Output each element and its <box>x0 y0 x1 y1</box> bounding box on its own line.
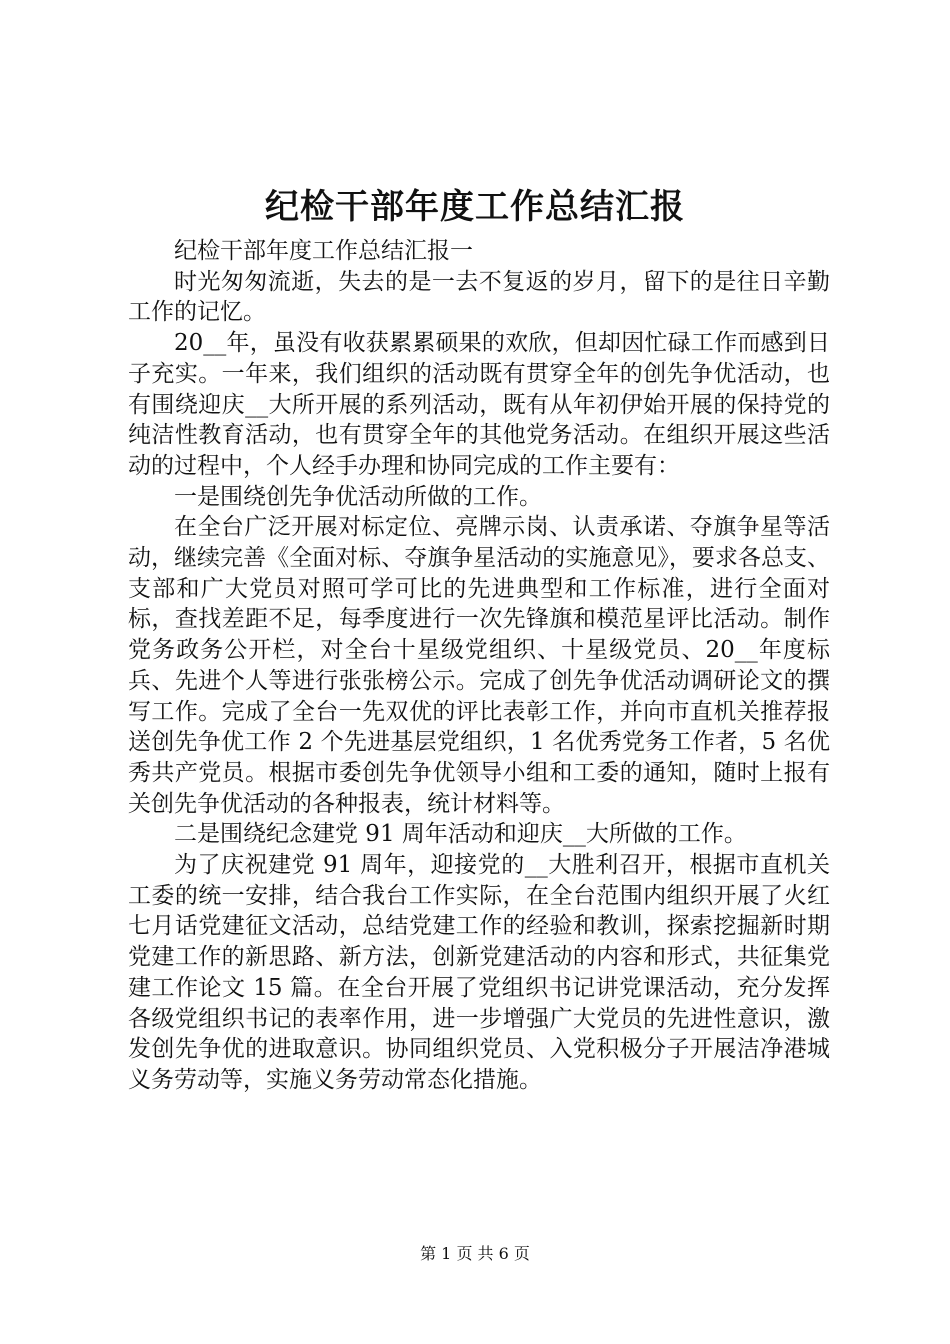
paragraph-intro: 时光匆匆流逝，失去的是一去不复返的岁月，留下的是往日辛勤工作的记忆。 <box>128 268 830 326</box>
document-body <box>128 236 830 1096</box>
paragraph-subtitle: 纪检干部年度工作总结汇报一 <box>174 238 473 264</box>
paragraph-section-two-heading: 二是围绕纪念建党 91 周年活动和迎庆__大所做的工作。 <box>174 821 747 848</box>
paragraph-overview: 20__年，虽没有收获累累硕果的欢欣，但却因忙碌工作而感到日子充实。一年来，我们组织的活动既有贯穿全年的创先争优活动，也有围绕迎庆__大所开展的系列活动，既有从年初伊始开展的保持党的纯洁性教育活动，也有贯穿全年的其他党务活动。在组织开展这些活动的过程中，个人经手办理和协同完成的工作主要有： <box>128 330 830 479</box>
paragraph-section-two-body: 为了庆祝建党 91 周年，迎接党的__大胜利召开，根据市直机关工委的统一安排，结合我台工作实际，在全台范围内组织开展了火红七月话党建征文活动，总结党建工作的经验和教训，探索挖掘新时期党建工作的新思路、新方法，创新党建活动的内容和形式，共征集党建工作论文 15 篇。在全台开展了党组织书记讲党课活动，充分发挥各级党组织书记的表率作用，进一步增强广大党员的先进性意识，激发创先争优的进取意识。协同组织党员、入党积极分子开展洁净港城义务劳动等，实施义务劳动常态化措施。 <box>128 852 830 1093</box>
page-number-footer: 第 1 页 共 6 页 <box>420 1244 530 1263</box>
document-title: 纪检干部年度工作总结汇报 <box>265 187 685 227</box>
paragraph-section-one-body: 在全台广泛开展对标定位、亮牌示岗、认责承诺、夺旗争星等活动，继续完善《全面对标、夺旗争星活动的实施意见》，要求各总支、支部和广大党员对照可学可比的先进典型和工作标准，进行全面对标，查找差距不足，每季度进行一次先锋旗和模范星评比活动。制作党务政务公开栏，对全台十星级党组织、十星级党员、20__年度标兵、先进个人等进行张张榜公示。完成了创先争优活动调研论文的撰写工作。完成了全台一先双优的评比表彰工作，并向市直机关推荐报送创先争优工作 2 个先进基层党组织，1 名优秀党务工作者，5 名优秀共产党员。根据市委创先争优领导小组和工委的通知，随时上报有关创先争优活动的各种报表，统计材料等。 <box>128 514 830 817</box>
paragraph-section-one-heading: 一是围绕创先争优活动所做的工作。 <box>174 483 542 510</box>
